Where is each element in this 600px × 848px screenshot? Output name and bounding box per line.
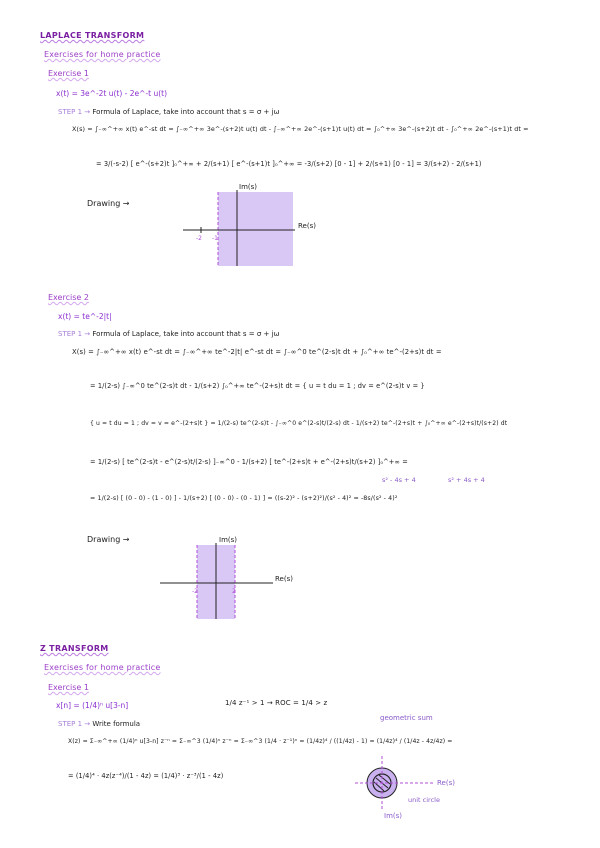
z-ex1-note-geometric: geometric sum <box>380 714 433 722</box>
laplace-ex2-function: x(t) = te^-2|t| <box>58 312 112 321</box>
z-ex1-roc: 1/4 z⁻¹ > 1 → ROC = 1/4 > z <box>225 699 328 707</box>
laplace-ex1-label: Exercise 1 <box>48 69 89 78</box>
laplace-ex2-splane <box>155 533 315 623</box>
tick-label-a: -2 <box>196 235 202 242</box>
laplace-ex2-eq-line3: { u = t du = 1 ; dv = v = e^-(2+s)t } = 1/(2-s) te^(2-s)t - ∫₋∞^0 e^(2-s)t/(2-s) dt - 1/(s+2) te^-(2+s)t + ∫₀^+∞ e^-(2+s)t/(s+2) dt <box>90 420 508 427</box>
laplace-ex1-splane <box>175 180 345 270</box>
step-tag: STEP 1 → <box>58 720 91 728</box>
step-tag: STEP 1 → <box>58 108 91 116</box>
unit-circle-label: unit circle <box>408 796 440 804</box>
laplace-ex1-function: x(t) = 3e^-2t u(t) - 2e^-t u(t) <box>56 89 168 98</box>
laplace-ex1-drawing-label: Drawing → <box>87 199 130 208</box>
im-axis-label: Im(s) <box>384 812 402 820</box>
z-ex1-step <box>58 720 140 728</box>
laplace-ex2-drawing-label: Drawing → <box>87 535 130 544</box>
laplace-ex2-eq-line2: = 1/(2-s) ∫₋∞^0 te^(2-s)t dt - 1/(s+2) ∫₀^+∞ te^-(2+s)t dt = { u = t du = 1 ; dv = e^(2-s)t v = } <box>90 382 425 390</box>
laplace-ex1-step <box>58 108 279 116</box>
laplace-ex1-eq-line1: X(s) = ∫₋∞^+∞ x(t) e^-st dt = ∫₋∞^+∞ 3e^-(s+2)t u(t) dt - ∫₋∞^+∞ 2e^-(s+1)t u(t) dt = ∫₀^+∞ 3e^-(s+2)t dt - ∫₀^+∞ 2e^-(s+1)t dt = <box>72 125 529 133</box>
step-tag: STEP 1 → <box>58 330 91 338</box>
laplace-subtitle: Exercises for home practice <box>44 50 161 59</box>
z-ex1-eq-line2: = (1/4)⁴ · 4z(z⁻⁴)/(1 - 4z) = (1/4)³ · z⁻³/(1 - 4z) <box>68 772 224 780</box>
step-text: Formula of Laplace, take into account that s = σ + jω <box>92 108 280 116</box>
z-ex1-label: Exercise 1 <box>48 683 89 692</box>
z-title: Z TRANSFORM <box>40 644 109 653</box>
re-axis-label: Re(s) <box>298 222 316 230</box>
laplace-ex2-note2: s² + 4s + 4 <box>448 476 485 484</box>
laplace-ex2-label: Exercise 2 <box>48 293 89 302</box>
tick-label-a: -2 <box>192 588 198 595</box>
laplace-ex2-note1: s² - 4s + 4 <box>382 476 416 484</box>
roc-region <box>218 192 293 266</box>
re-axis-label: Re(s) <box>275 575 293 583</box>
laplace-ex2-eq-line1: X(s) = ∫₋∞^+∞ x(t) e^-st dt = ∫₋∞^+∞ te^-2|t| e^-st dt = ∫₋∞^0 te^(2-s)t dt + ∫₀^+∞ te^-(2+s)t dt = <box>72 348 442 356</box>
tick-label-b: 2 <box>232 588 236 595</box>
laplace-ex2-eq-line5: = 1/(2-s) [ (0 - 0) - (1 - 0) ] - 1/(s+2) [ (0 - 0) - (0 - 1) ] = ((s-2)² - (s+2)²)/(s² - 4)² = -8s/(s² - 4)² <box>90 495 398 502</box>
laplace-ex2-eq-line4: = 1/(2-s) [ te^(2-s)t - e^(2-s)t/(2-s) ]₋∞^0 - 1/(s+2) [ te^-(2+s)t + e^-(2+s)t/(s+2) ]₀^+∞ = <box>90 458 408 466</box>
z-ex1-eq-line1: X(z) = Σ₋∞^+∞ (1/4)ⁿ u[3-n] z⁻ⁿ = Σ₋∞^3 (1/4)ⁿ z⁻ⁿ = Σ₋∞^3 (1/4 · z⁻¹)ⁿ = (1/4z)⁴ / ((1/4z) - 1) = (1/4z)⁴ / (1/4z - 4z/4z) = <box>68 738 453 745</box>
re-axis-label: Re(s) <box>437 779 455 787</box>
z-ex1-zplane <box>350 752 485 822</box>
laplace-ex2-step <box>58 330 279 338</box>
im-axis-label: Im(s) <box>219 536 237 544</box>
im-axis-label: Im(s) <box>239 183 257 191</box>
z-subtitle: Exercises for home practice <box>44 663 161 672</box>
step-text: Write formula <box>92 720 141 728</box>
z-ex1-function: x[n] = (1/4)ⁿ u[3-n] <box>56 701 129 710</box>
tick-label-b: -1 <box>212 235 218 242</box>
step-text: Formula of Laplace, take into account that s = σ + jω <box>92 330 280 338</box>
laplace-ex1-eq-line2: = 3/(-s-2) [ e^-(s+2)t ]₀^+∞ + 2/(s+1) [ e^-(s+1)t ]₀^+∞ = -3/(s+2) [0 - 1] + 2/(s+1) [0 - 1] = 3/(s+2) - 2/(s+1) <box>96 160 482 168</box>
laplace-title: LAPLACE TRANSFORM <box>40 31 145 40</box>
